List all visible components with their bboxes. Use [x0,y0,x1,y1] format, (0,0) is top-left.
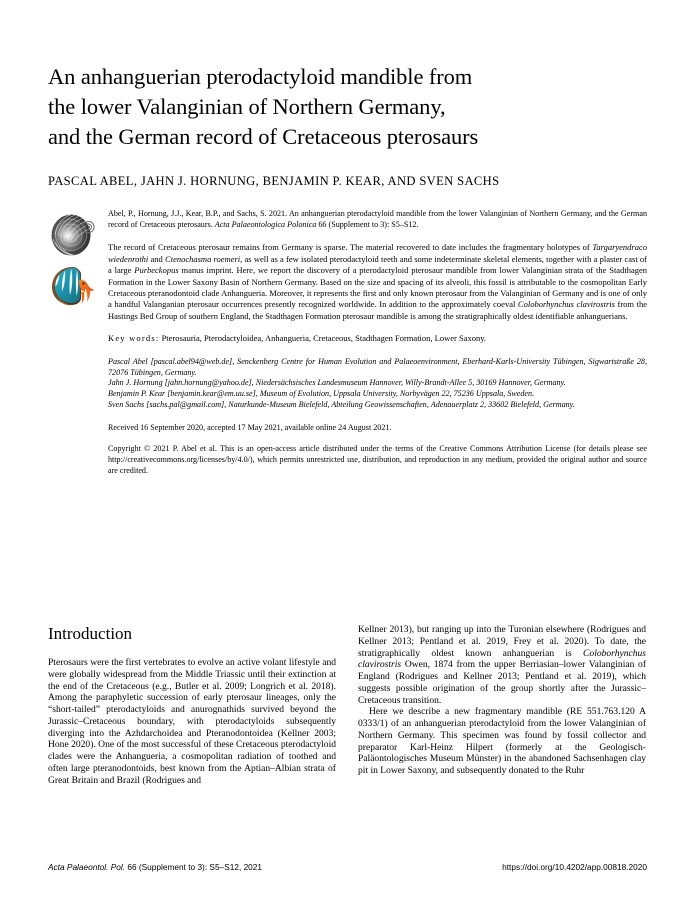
ammonite-fossil-icon [50,211,98,258]
affiliation-1: Pascal Abel [pascal.abel94@web.de], Senckenberg Centre for Human Evolution and Palaeoenvironment, Eberhard-Karls-University Tübingen, Sigwartstraße 28, 72076 Tübingen, Germany. [108,356,647,377]
title-line-2: the lower Valanginian of Northern Germany, [48,94,446,119]
affiliation-2: Jahn J. Hornung [jahn.hornung@yahoo.de], Niedersächsisches Landesmuseum Hannover, Willy-Brandt-Allee 5, 30169 Hannover, Germany. [108,378,566,388]
footer-journal-rest: 66 (Supplement to 3): S5–S12, 2021 [125,862,263,872]
section-heading-introduction: Introduction [48,624,133,643]
title-line-3: and the German record of Cretaceous pterosaurs [48,124,479,149]
page-title [48,0,647,152]
footer-doi: https://doi.org/10.4202/app.00818.2020 [502,862,647,872]
keywords-block [108,333,647,344]
column-left [48,624,336,786]
body-columns [48,624,647,786]
app-journal-logo-icon [50,264,98,308]
front-matter [48,209,647,477]
affiliation-3: Benjamin P. Kear [benjamin.kear@em.uu.se], Museum of Evolution, Uppsala University, Norbyvägen 22, 75236 Uppsala, Sweden. [108,389,535,399]
abstract-text: The record of Cretaceous pterosaur remains from Germany is sparse. The material recovered to date includes the fragmentary holotypes of Targaryendraco wiedenrothi and Ctenochasma roemeri, as well as a few isolated pterodactyloid teeth and some indeterminate skeletal elements, together with a plaster cast of a large Purbeckopus manus imprint. Here, we report the discovery of a pterodactyloid pterosaur mandible from lower Valanginian strata of the Stadthagen Formation in the Lower Saxony Basin of Northern Germany. Based on the size and spacing of its alveoli, this fossil is attributable to the cosmopolitan Early Cretaceous pteranodontoid clade Anhangueria. Moreover, it represents the first and only known pterosaur from the Valanginian of Germany and is one of only a handful Valanganian pterosaur occurrences presently recognized worldwide. In addition to the approximately coeval Coloborhynchus clavirostris from the Hastings Bed Group of southern England, the Stadthagen Formation pterosaur mandible is among the stratigraphically oldest identifiable anhanguerians. [108,242,648,321]
affiliation-4: Sven Sachs [sachs.pal@gmail.com], Naturkunde-Museum Bielefeld, Abteilung Geowissenschaften, Adenauerplatz 2, 33602 Bielefeld, Germany. [108,400,575,410]
intro-paragraph-1: Pterosaurs were the first vertebrates to evolve an active volant lifestyle and were globally widespread from the Middle Triassic until their extinction at the end of the Cretaceous (e.g., Butler et al. 2009; Longrich et al. 2018). Among the paraphyletic succession of early pterosaur lineages, only the “short-tailed” pterodactyloids and anurognathids survived beyond the Jurassic–Cretaceous boundary, with pterodactyloids subsequently diverging into the Azhdarchoidea and Pteranodontoidea (Kellner 2003; Hone 2020). One of the most successful of these Cretaceous pterodactyloid clades were the Anhangueria, a cosmopolitan radiation of toothed and often large pteranodontoids, best known from the Aptian–Albian strata of Great Britain and Brazil (Rodrigues and [48,657,336,786]
footer-journal-italic: Acta Palaeontol. Pol. [48,862,126,872]
column-right [358,624,646,786]
intro-paragraph-2: Here we describe a new fragmentary mandible (RE 551.763.120 A 0333/1) of an anhanguerian pterodactyloid from the lower Valanginian of Northern Germany. This specimen was found by fossil collector and preparator Karl-Heinz Hilpert (formerly at the Geologisch-Paläontologisches Museum Münster) in the abandoned Sachsenhagen clay pit in Lower Saxony, and subsequently donated to the Ruhr [358,706,646,776]
received-dates: Received 16 September 2020, accepted 17 May 2021, available online 24 August 2021. [108,423,392,433]
logo-group [50,211,100,308]
footer-journal-reference [48,862,262,872]
copyright-notice: Copyright © 2021 P. Abel et al. This is an open-access article distributed under the terms of the Creative Commons Attribution License (for details please see http://creativecommons.org/licenses/by/4.0/), which permits unrestricted use, distribution, and reproduction in any medium, provided the original author and source are credited. [108,444,647,475]
citation-text: Abel, P., Hornung, J.J., Kear, B.P., and Sachs, S. 2021. An anhanguerian pterodactyloid mandible from the lower Valanginian of Northern Germany, and the German record of Cretaceous pterosaurs. Acta Palaeontologica Polonica 66 (Supplement to 3): S5–S12. [108,209,647,229]
keywords-label: Key words: [108,333,160,344]
author-list: PASCAL ABEL, JAHN J. HORNUNG, BENJAMIN P. KEAR, AND SVEN SACHS [48,174,500,188]
title-line-1: An anhanguerian pterodactyloid mandible from [48,64,473,89]
keywords-values: Pterosauria, Pterodactyloidea, Anhangueria, Cretaceous, Stadthagen Formation, Lower Saxony. [161,333,487,344]
affiliations-block [108,357,647,412]
page-footer [48,862,647,872]
citation-block [108,209,647,230]
intro-paragraph-1-cont: Kellner 2013), but ranging up into the Turonian elsewhere (Rodrigues and Kellner 2013; Pentland et al. 2019, Frey et al. 2020). To date, the stratigraphically oldest known anhanguerian is Coloborhynchus clavirostris Owen, 1874 from the upper Berriasian–lower Valanginian of England (Rodrigues and Kellner 2013; Pentland et al. 2019), which suggests possible origination of the group shortly after the Jurassic–Cretaceous transition. [358,624,646,706]
